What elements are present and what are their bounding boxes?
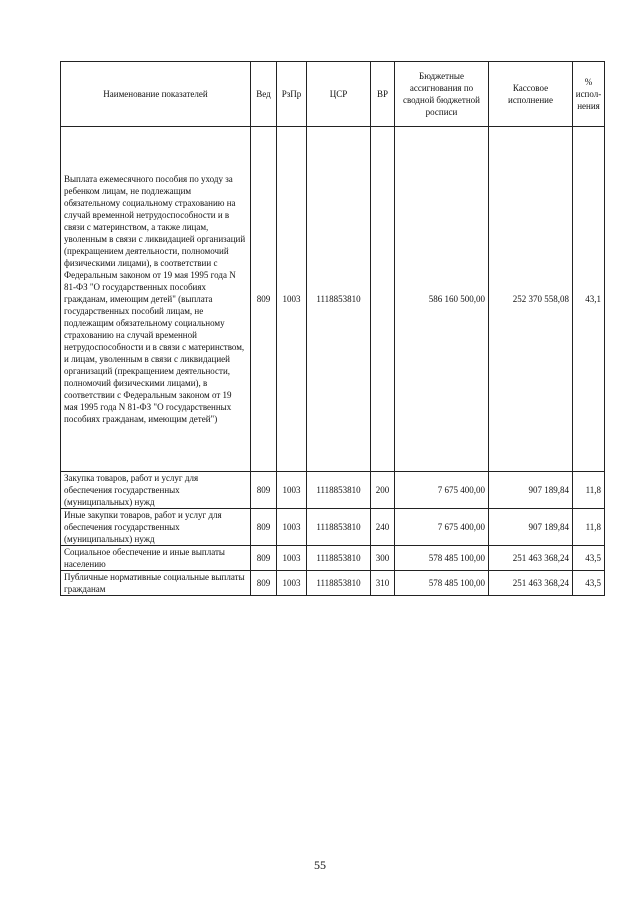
- row-budget: 7 675 400,00: [395, 509, 489, 546]
- header-name: Наименование показателей: [61, 62, 251, 127]
- row-ved: 809: [251, 571, 277, 596]
- row-rzpr: 1003: [277, 546, 307, 571]
- row-rzpr: 1003: [277, 571, 307, 596]
- table-header-row: [61, 62, 605, 127]
- table-row: [61, 571, 605, 596]
- row-vr: 300: [371, 546, 395, 571]
- row-csr: 1118853810: [307, 472, 371, 509]
- row-budget: 578 485 100,00: [395, 571, 489, 596]
- row-percent: 43,5: [573, 571, 605, 596]
- row-budget: 586 160 500,00: [395, 127, 489, 472]
- row-csr: 1118853810: [307, 546, 371, 571]
- row-cash: 252 370 558,08: [489, 127, 573, 472]
- row-percent: 43,1: [573, 127, 605, 472]
- row-csr: 1118853810: [307, 509, 371, 546]
- row-name: Социальное обеспечение и иные выплаты населению: [61, 546, 251, 571]
- row-percent: 11,8: [573, 509, 605, 546]
- row-name: Иные закупки товаров, работ и услуг для обеспечения государственных (муниципальных) нужд: [61, 509, 251, 546]
- row-ved: 809: [251, 472, 277, 509]
- page-number: 55: [314, 858, 326, 872]
- header-csr: ЦСР: [307, 62, 371, 127]
- header-ved: Вед: [251, 62, 277, 127]
- row-cash: 251 463 368,24: [489, 546, 573, 571]
- header-vr: ВР: [371, 62, 395, 127]
- table-row: [61, 127, 605, 472]
- row-ved: 809: [251, 127, 277, 472]
- header-rzpr: РзПр: [277, 62, 307, 127]
- row-name: Выплата ежемесячного пособия по уходу за ребенком лицам, не подлежащим обязательному социальному страхованию на случай временной нетрудоспособности и в связи с материнством, а также лицам, уволенным в связи с ликвидацией организаций (прекращением деятельности, полномочий физическими лицами), в соответствии с Федеральным законом от 19 мая 1995 года N 81-ФЗ "О государственных пособиях гражданам, имеющим детей" (выплата государственных пособий лицам, не подлежащим обязательному социальному страхованию на случай временной нетрудоспособности и в связи с материнством, и лицам, уволенным в связи с ликвидацией организаций (прекращением деятельности, полномочий физическими лицами), в соответствии с Федеральным законом от 19 мая 1995 года N 81-ФЗ "О государственных пособиях гражданам, имеющим детей"): [61, 127, 251, 472]
- row-ved: 809: [251, 546, 277, 571]
- table-row: [61, 509, 605, 546]
- row-name: Публичные нормативные социальные выплаты гражданам: [61, 571, 251, 596]
- row-budget: 578 485 100,00: [395, 546, 489, 571]
- table-row: [61, 472, 605, 509]
- row-vr: [371, 127, 395, 472]
- row-csr: 1118853810: [307, 571, 371, 596]
- row-vr: 240: [371, 509, 395, 546]
- row-csr: 1118853810: [307, 127, 371, 472]
- row-ved: 809: [251, 509, 277, 546]
- row-cash: 907 189,84: [489, 472, 573, 509]
- header-budget: Бюджетные ассигнования по сводной бюджетной росписи: [395, 62, 489, 127]
- row-vr: 200: [371, 472, 395, 509]
- row-percent: 43,5: [573, 546, 605, 571]
- row-rzpr: 1003: [277, 472, 307, 509]
- header-percent: % испол-нения: [573, 62, 605, 127]
- budget-execution-table: [60, 61, 605, 596]
- row-percent: 11,8: [573, 472, 605, 509]
- row-cash: 251 463 368,24: [489, 571, 573, 596]
- row-rzpr: 1003: [277, 127, 307, 472]
- row-budget: 7 675 400,00: [395, 472, 489, 509]
- row-cash: 907 189,84: [489, 509, 573, 546]
- row-name: Закупка товаров, работ и услуг для обеспечения государственных (муниципальных) нужд: [61, 472, 251, 509]
- table-row: [61, 546, 605, 571]
- row-rzpr: 1003: [277, 509, 307, 546]
- row-vr: 310: [371, 571, 395, 596]
- header-cash: Кассовое исполнение: [489, 62, 573, 127]
